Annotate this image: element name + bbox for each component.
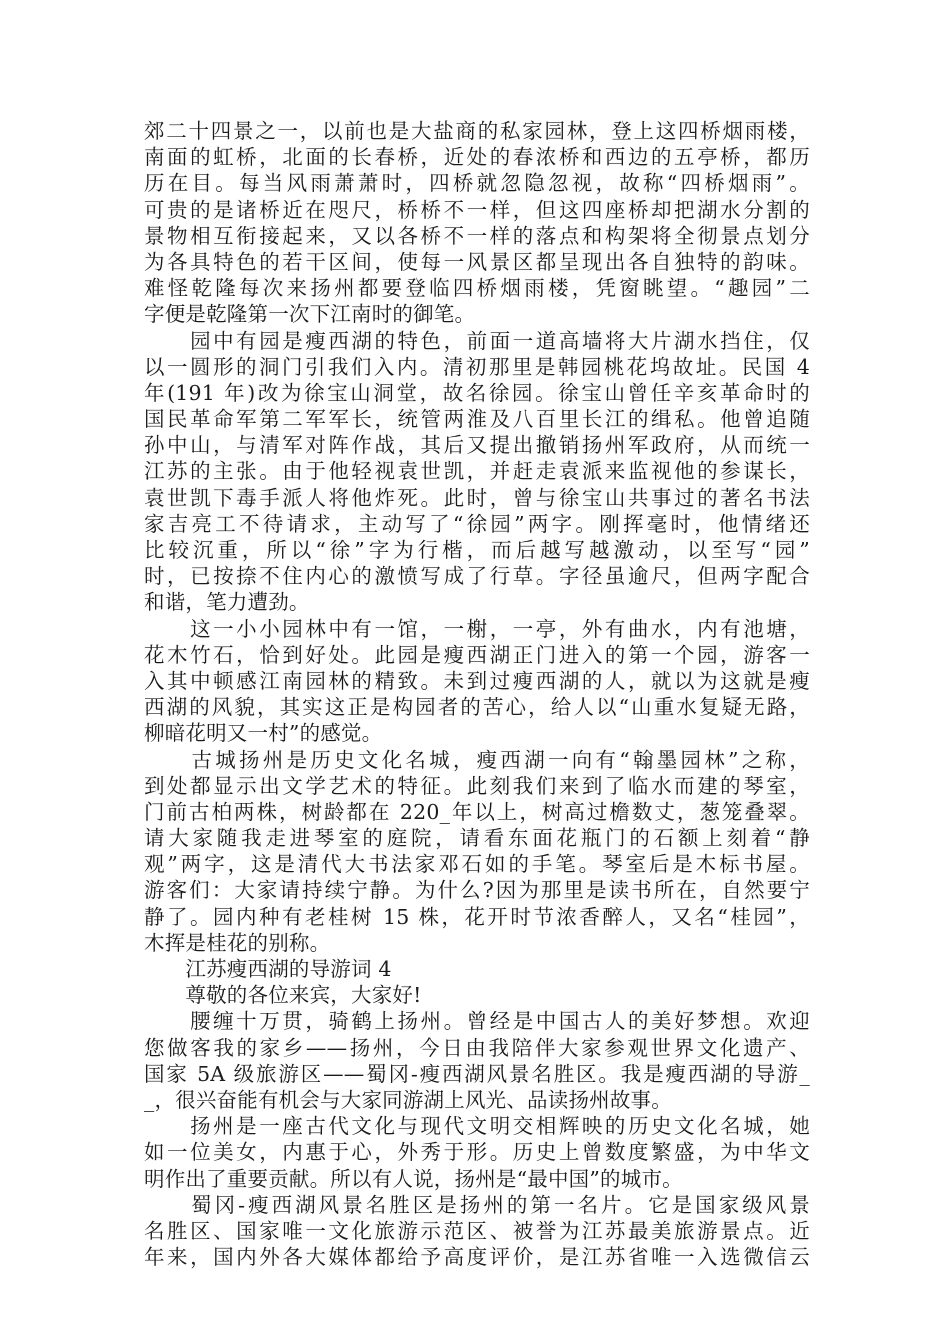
text-line: 为各具特色的若干区间，使每一风景区都呈现出各自独特的韵味。 — [144, 249, 810, 274]
text-line: 南面的虹桥，北面的长春桥，近处的春浓桥和西边的五亭桥，都历 — [144, 145, 810, 170]
text-line: 尊敬的各位来宾，大家好! — [144, 983, 422, 1008]
text-line: 江苏瘦西湖的导游词 4 — [144, 957, 392, 981]
text-line: 门前古柏两株，树龄都在 220_年以上，树高过檐数丈，葱笼叠翠。 — [144, 799, 810, 824]
text-line: 字便是乾隆第一次下江南时的御笔。 — [144, 302, 476, 327]
text-line: 袁世凯下毒手派人将他炸死。此时，曾与徐宝山共事过的著名书法 — [144, 485, 810, 510]
text-line: 国民革命军第二军军长，统管两淮及八百里长江的缉私。他曾追随 — [144, 407, 810, 432]
text-line: 可贵的是诸桥近在咫尺，桥桥不一样，但这四座桥却把湖水分割的 — [144, 197, 810, 222]
text-line: 静了。园内种有老桂树 15 株，花开时节浓香醉人，又名“桂园”， — [144, 904, 810, 929]
text-line: 游客们：大家请持续宁静。为什么?因为那里是读书所在，自然要宁 — [144, 878, 810, 903]
text-line: 江苏的主张。由于他轻视袁世凯，并赶走袁派来监视他的参谋长， — [144, 459, 810, 484]
text-line: 景物相互衔接起来，又以各桥不一样的落点和构架将全彻景点划分 — [144, 223, 810, 248]
text-line: 扬州是一座古代文化与现代文明交相辉映的历史文化名城，她 — [144, 1114, 810, 1139]
text-line: 蜀冈-瘦西湖风景名胜区是扬州的第一名片。它是国家级风景 — [144, 1192, 810, 1217]
text-line: 古城扬州是历史文化名城，瘦西湖一向有“翰墨园林”之称， — [144, 747, 810, 772]
text-line: 您做客我的家乡——扬州，今日由我陪伴大家参观世界文化遗产、 — [144, 1035, 810, 1060]
text-line: 时，已按捺不住内心的激愤写成了行草。字径虽逾尺，但两字配合 — [144, 564, 810, 589]
text-line: 难怪乾隆每次来扬州都要登临四桥烟雨楼，凭窗眺望。“趣园”二 — [144, 276, 810, 301]
text-line: 年来，国内外各大媒体都给予高度评价，是江苏省唯一入选微信云 — [144, 1245, 810, 1270]
text-line: 园中有园是瘦西湖的特色，前面一道高墙将大片湖水挡住，仅 — [144, 328, 810, 353]
text-line: 家吉亮工不待请求，主动写了“徐园”两字。刚挥毫时，他情绪还 — [144, 511, 810, 536]
text-line: 到处都显示出文学艺术的特征。此刻我们来到了临水而建的琴室， — [144, 773, 810, 798]
text-line: 和谐，笔力遭劲。 — [144, 590, 310, 615]
text-line: 这一小小园林中有一馆，一榭，一亭，外有曲水，内有池塘， — [144, 616, 810, 641]
text-line: 比较沉重，所以“徐”字为行楷，而后越写越激动，以至写“园” — [144, 538, 810, 562]
text-line: 国家 5A 级旅游区——蜀冈-瘦西湖风景名胜区。我是瘦西湖的导游_ — [144, 1061, 810, 1086]
text-line: 孙中山，与清军对阵作战，其后又提出撤销扬州军政府，从而统一 — [144, 433, 810, 458]
text-line: 历在目。每当风雨萧萧时，四桥就忽隐忽视，故称“四桥烟雨”。 — [144, 171, 810, 196]
text-line: 郊二十四景之一，以前也是大盐商的私家园林，登上这四桥烟雨楼， — [144, 119, 810, 143]
document-body — [144, 118, 810, 1270]
text-line: _，很兴奋能有机会与大家同游湖上风光、品读扬州故事。 — [144, 1087, 672, 1112]
text-line: 如一位美女，内惠于心，外秀于形。历史上曾数度繁盛，为中华文 — [144, 1140, 810, 1165]
text-line: 以一圆形的洞门引我们入内。清初那里是韩园桃花坞故址。民国 4 — [144, 354, 810, 379]
text-line: 年(191 年)改为徐宝山洞堂，故名徐园。徐宝山曾任辛亥革命时的 — [144, 380, 810, 405]
text-line: 请大家随我走进琴室的庭院，请看东面花瓶门的石额上刻着“静 — [144, 826, 810, 851]
text-line: 木挥是桂花的别称。 — [144, 930, 331, 955]
text-line: 柳暗花明又一村”的感觉。 — [144, 721, 383, 746]
text-line: 明作出了重要贡献。所以有人说，扬州是“最中国”的城市。 — [144, 1166, 683, 1191]
text-line: 花木竹石，恰到好处。此园是瘦西湖正门进入的第一个园，游客一 — [144, 642, 810, 667]
text-line: 西湖的风貌，其实这正是构园者的苦心，给人以“山重水复疑无路， — [144, 695, 810, 720]
text-line: 观”两字，这是清代大书法家邓石如的手笔。琴室后是木标书屋。 — [144, 852, 810, 877]
text-line: 名胜区、国家唯一文化旅游示范区、被誉为江苏最美旅游景点。近 — [144, 1218, 810, 1243]
text-line: 入其中顿感江南园林的精致。未到过瘦西湖的人，就以为这就是瘦 — [144, 668, 810, 693]
text-line: 腰缠十万贯，骑鹤上扬州。曾经是中国古人的美好梦想。欢迎 — [144, 1009, 810, 1034]
